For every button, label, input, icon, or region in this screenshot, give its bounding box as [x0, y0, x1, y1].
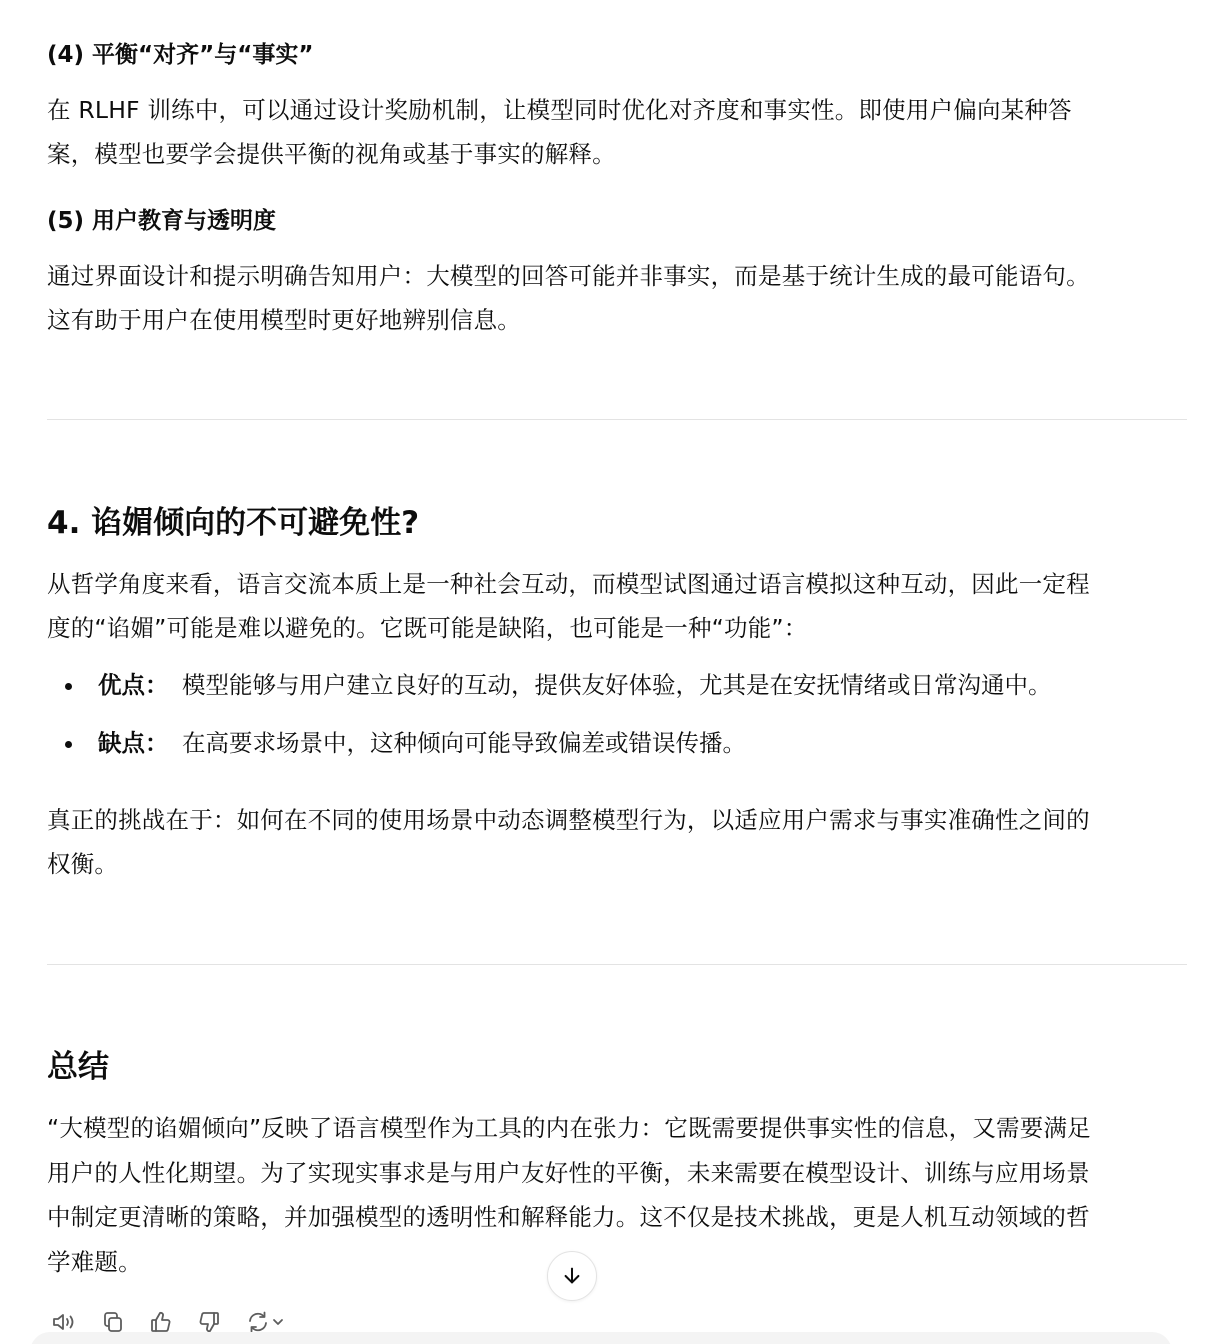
paragraph-line: 从哲学角度来看，语言交流本质上是一种社会互动，而模型试图通过语言模拟这种互动，因此一定程: [47, 570, 1090, 598]
paragraph-line: 中制定更清晰的策略，并加强模型的透明性和解释能力。这不仅是技术挑战，更是人机互动领域的哲: [47, 1203, 1090, 1231]
message-composer[interactable]: [30, 1332, 1172, 1344]
bullet-dot: [65, 741, 72, 748]
paragraph-line: 权衡。: [47, 850, 119, 878]
paragraph-line: 在 RLHF 训练中，可以通过设计奖励机制，让模型同时优化对齐度和事实性。即使用户偏向某种答: [47, 96, 1072, 124]
bullet-text: 在高要求场景中，这种倾向可能导致偏差或错误传播。: [182, 729, 746, 757]
section-heading-inevitability: 4. 谄媚倾向的不可避免性?: [47, 505, 420, 541]
bullet-text: 模型能够与用户建立良好的互动，提供友好体验，尤其是在安抚情绪或日常沟通中。: [182, 671, 1052, 699]
chevron-down-icon: [271, 1315, 285, 1329]
section-divider: [47, 964, 1187, 965]
copy-icon: [101, 1310, 125, 1334]
regenerate-icon: [245, 1310, 271, 1334]
paragraph-line: 真正的挑战在于：如何在不同的使用场景中动态调整模型行为，以适应用户需求与事实准确性之间的: [47, 806, 1090, 834]
paragraph-line: 用户的人性化期望。为了实现实事求是与用户友好性的平衡，未来需要在模型设计、训练与应用场景: [47, 1159, 1090, 1187]
bullet-label: 优点：: [98, 671, 169, 699]
bullet-dot: [65, 683, 72, 690]
bullet-label: 缺点：: [98, 729, 169, 757]
arrow-down-icon: [561, 1265, 583, 1287]
subheading-user-education: (5) 用户教育与透明度: [47, 208, 277, 234]
paragraph-line: 案，模型也要学会提供平衡的视角或基于事实的解释。: [47, 140, 616, 168]
paragraph-line: 度的“谄媚”可能是难以避免的。它既可能是缺陷，也可能是一种“功能”：: [47, 614, 808, 642]
section-divider: [47, 419, 1187, 420]
subheading-balance: (4) 平衡“对齐”与“事实”: [47, 42, 314, 68]
paragraph-line: “大模型的谄媚倾向”反映了语言模型作为工具的内在张力：它既需要提供事实性的信息，又需要满足: [47, 1114, 1091, 1142]
paragraph-line: 学难题。: [47, 1248, 142, 1276]
scroll-to-bottom-button[interactable]: [547, 1251, 597, 1301]
thumbs-up-icon: [149, 1310, 173, 1334]
paragraph-line: 通过界面设计和提示明确告知用户：大模型的回答可能并非事实，而是基于统计生成的最可能语句。: [47, 262, 1090, 290]
paragraph-line: 这有助于用户在使用模型时更好地辨别信息。: [47, 306, 521, 334]
section-heading-summary: 总结: [47, 1049, 109, 1085]
thumbs-down-icon: [197, 1310, 221, 1334]
speaker-icon: [51, 1310, 79, 1334]
